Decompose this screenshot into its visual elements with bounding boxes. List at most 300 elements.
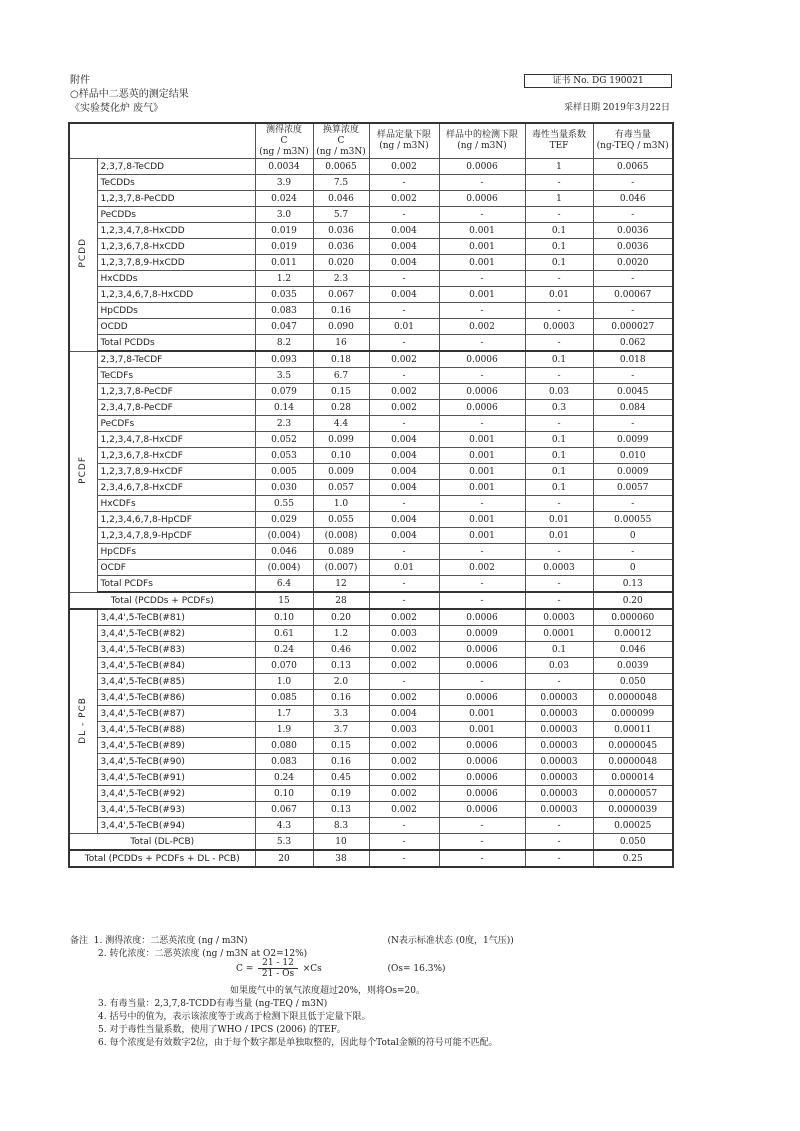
cell-cs: 12 [313, 576, 369, 593]
cell-c: 0.55 [255, 496, 313, 512]
formula-fraction: $\frac{21 - 12}{21 - Os}$ [258, 958, 298, 979]
table-row [69, 544, 673, 560]
table-row [69, 560, 673, 576]
cell-tef: - [525, 592, 593, 609]
document-title: ○样品中二恶英的测定结果 [70, 89, 189, 100]
cell-q: - [369, 207, 439, 223]
cell-c: 0.052 [255, 432, 313, 448]
conversion-formula: C = $\frac{21 - 12}{21 - Os}$ ×Cs (Os= 16.3%) [236, 958, 446, 979]
cell-tef: - [525, 834, 593, 851]
compound-name: 1,2,3,4,7,8,9-HpCDF [97, 528, 255, 544]
cell-q: 0.004 [369, 528, 439, 544]
cell-teq: 0 [593, 560, 673, 576]
cell-q: 0.01 [369, 560, 439, 576]
cell-c: 0.14 [255, 400, 313, 416]
cell-q: - [369, 834, 439, 851]
cell-c: (0.004) [255, 528, 313, 544]
cell-tef: 0.03 [525, 658, 593, 674]
cell-cs: 0.10 [313, 448, 369, 464]
group-label-dl-pcb: DL - PCB [69, 609, 97, 834]
cell-d: 0.001 [439, 480, 525, 496]
table-row [69, 271, 673, 287]
cell-c: 8.2 [255, 335, 313, 352]
cell-q: 0.002 [369, 658, 439, 674]
cell-tef: 0.1 [525, 448, 593, 464]
cell-cs: 16 [313, 335, 369, 352]
cell-c: 0.035 [255, 287, 313, 303]
group-label-pcdf: PCDF [69, 351, 97, 592]
cell-tef: - [525, 544, 593, 560]
cell-teq: 0.0039 [593, 658, 673, 674]
cell-tef: - [525, 850, 593, 867]
compound-name: 3,4,4',5-TeCB(#88) [97, 722, 255, 738]
cell-q: - [369, 335, 439, 352]
cell-teq: 0.000027 [593, 319, 673, 335]
cell-tef: 0.01 [525, 512, 593, 528]
table-row [69, 722, 673, 738]
note-2: 2. 转化浓度：二恶英浓度 (ng / m3N at O2=12%) [98, 949, 308, 959]
cell-q: 0.002 [369, 802, 439, 818]
cell-teq: 0.00012 [593, 626, 673, 642]
cell-cs: 2.0 [313, 674, 369, 690]
compound-name: 3,4,4',5-TeCB(#92) [97, 786, 255, 802]
table-row [69, 706, 673, 722]
cell-d: - [439, 335, 525, 352]
note-1-standard: (N表示标准状态 (0度，1气压)) [387, 936, 514, 946]
cell-tef: 0.1 [525, 432, 593, 448]
compound-name: Total PCDDs [97, 335, 255, 352]
table-row [69, 416, 673, 432]
cell-q: - [369, 850, 439, 867]
cell-d: - [439, 496, 525, 512]
cell-cs: 0.089 [313, 544, 369, 560]
cell-q: 0.004 [369, 512, 439, 528]
cell-tef: 0.0003 [525, 560, 593, 576]
cell-q: 0.004 [369, 706, 439, 722]
header-quant-limit: 样品定量下限 (ng / m3N) [369, 123, 439, 159]
cell-q: 0.004 [369, 287, 439, 303]
cell-tef: 1 [525, 191, 593, 207]
table-row [69, 674, 673, 690]
table-row [69, 770, 673, 786]
cell-cs: 0.16 [313, 754, 369, 770]
cell-d: 0.0006 [439, 191, 525, 207]
cell-cs: 2.3 [313, 271, 369, 287]
cell-q: 0.002 [369, 609, 439, 626]
cell-d: 0.0006 [439, 770, 525, 786]
cell-teq: 0.0009 [593, 464, 673, 480]
cell-teq: 0.0057 [593, 480, 673, 496]
compound-name: TeCDDs [97, 175, 255, 191]
table-header-row [69, 123, 673, 159]
cell-d: - [439, 576, 525, 593]
cell-d: 0.0006 [439, 738, 525, 754]
cell-d: 0.001 [439, 706, 525, 722]
cell-tef: 0.00003 [525, 722, 593, 738]
cell-q: - [369, 576, 439, 593]
cell-c: 1.9 [255, 722, 313, 738]
cell-q: 0.002 [369, 770, 439, 786]
table-row [69, 207, 673, 223]
compound-name: PeCDFs [97, 416, 255, 432]
cell-d: 0.001 [439, 512, 525, 528]
cell-tef: - [525, 496, 593, 512]
cell-cs: 38 [313, 850, 369, 867]
cell-teq: 0.046 [593, 642, 673, 658]
group-label-pcdd: PCDD [69, 159, 97, 352]
cell-tef: 1 [525, 159, 593, 175]
total-dl-pcb-row-label: Total (DL-PCB) [69, 834, 255, 851]
cell-c: 0.085 [255, 690, 313, 706]
cell-c: 3.9 [255, 175, 313, 191]
compound-name: 3,4,4',5-TeCB(#83) [97, 642, 255, 658]
cell-cs: 0.009 [313, 464, 369, 480]
compound-name: HpCDDs [97, 303, 255, 319]
cell-teq: 0.00067 [593, 287, 673, 303]
cell-q: - [369, 175, 439, 191]
cell-c: 0.011 [255, 255, 313, 271]
cell-d: 0.0006 [439, 351, 525, 368]
cell-c: 0.024 [255, 191, 313, 207]
table-row [69, 690, 673, 706]
cell-d: - [439, 592, 525, 609]
cell-d: - [439, 271, 525, 287]
table-row [69, 609, 673, 626]
cell-cs: 0.036 [313, 223, 369, 239]
cell-q: 0.003 [369, 626, 439, 642]
cell-teq: 0.0020 [593, 255, 673, 271]
cell-cs: 0.036 [313, 239, 369, 255]
cell-d: 0.001 [439, 722, 525, 738]
table-row [69, 626, 673, 642]
cell-d: 0.0006 [439, 400, 525, 416]
cell-teq: 0.050 [593, 834, 673, 851]
cell-cs: 0.099 [313, 432, 369, 448]
table-row [69, 159, 673, 175]
cell-q: 0.002 [369, 754, 439, 770]
grand-total-row [69, 850, 673, 867]
cell-d: - [439, 818, 525, 834]
cell-c: 4.3 [255, 818, 313, 834]
cell-q: - [369, 496, 439, 512]
note-3: 3. 有毒当量：2,3,7,8-TCDD有毒当量 (ng-TEQ / m3N) [98, 999, 328, 1009]
cell-tef: 0.0001 [525, 626, 593, 642]
cell-d: 0.0006 [439, 802, 525, 818]
cell-tef: 0.0003 [525, 609, 593, 626]
table-row [69, 802, 673, 818]
cell-c: 0.10 [255, 786, 313, 802]
header-tef: 毒性当量系数 TEF [525, 123, 593, 159]
table-row [69, 191, 673, 207]
cell-teq: - [593, 496, 673, 512]
cell-q: - [369, 368, 439, 384]
cell-q: 0.004 [369, 239, 439, 255]
cell-tef: 0.03 [525, 384, 593, 400]
cell-teq: 0.00055 [593, 512, 673, 528]
table-row [69, 239, 673, 255]
cell-d: 0.0006 [439, 159, 525, 175]
cell-teq: 0.000014 [593, 770, 673, 786]
cell-cs: 0.19 [313, 786, 369, 802]
compound-name: 2,3,4,7,8-PeCDF [97, 400, 255, 416]
cell-c: 0.083 [255, 754, 313, 770]
cell-teq: - [593, 368, 673, 384]
cell-d: 0.001 [439, 448, 525, 464]
cell-c: 0.080 [255, 738, 313, 754]
table-row [69, 432, 673, 448]
cell-cs: 28 [313, 592, 369, 609]
table-row [69, 658, 673, 674]
cell-cs: 0.16 [313, 303, 369, 319]
cell-c: 0.067 [255, 802, 313, 818]
cell-cs: 0.13 [313, 802, 369, 818]
cell-cs: 0.067 [313, 287, 369, 303]
cell-c: 0.019 [255, 223, 313, 239]
table-row [69, 480, 673, 496]
cell-teq: 0 [593, 528, 673, 544]
cell-tef: 0.00003 [525, 690, 593, 706]
cell-cs: 0.15 [313, 384, 369, 400]
cell-cs: 10 [313, 834, 369, 851]
cell-teq: 0.0045 [593, 384, 673, 400]
cell-d: - [439, 207, 525, 223]
cell-q: 0.002 [369, 191, 439, 207]
cell-c: 0.053 [255, 448, 313, 464]
cell-d: 0.001 [439, 464, 525, 480]
total-dl-pcb-row [69, 834, 673, 851]
notes-section [70, 935, 710, 1050]
compound-name: 2,3,7,8-TeCDF [97, 351, 255, 368]
cell-c: 0.019 [255, 239, 313, 255]
table-row [69, 818, 673, 834]
cell-teq: - [593, 207, 673, 223]
cell-cs: 0.057 [313, 480, 369, 496]
cell-c: (0.004) [255, 560, 313, 576]
cell-c: 1.0 [255, 674, 313, 690]
cell-tef: - [525, 303, 593, 319]
cell-tef: 0.00003 [525, 706, 593, 722]
cell-tef: 0.1 [525, 223, 593, 239]
cell-teq: 0.000060 [593, 609, 673, 626]
sample-source: 《实验焚化炉 废气》 [70, 103, 164, 114]
cell-d: 0.0006 [439, 754, 525, 770]
cell-teq: 0.010 [593, 448, 673, 464]
cell-d: 0.0009 [439, 626, 525, 642]
cell-c: 15 [255, 592, 313, 609]
cell-tef: 0.0003 [525, 319, 593, 335]
cell-c: 3.0 [255, 207, 313, 223]
compound-name: HpCDFs [97, 544, 255, 560]
cell-cs: 0.45 [313, 770, 369, 786]
cell-cs: 3.7 [313, 722, 369, 738]
cell-teq: 0.050 [593, 674, 673, 690]
compound-name: 3,4,4',5-TeCB(#82) [97, 626, 255, 642]
cell-tef: - [525, 818, 593, 834]
cell-tef: - [525, 674, 593, 690]
cell-tef: 0.01 [525, 287, 593, 303]
compound-name: 1,2,3,7,8,9-HxCDF [97, 464, 255, 480]
cell-c: 3.5 [255, 368, 313, 384]
cell-c: 0.24 [255, 770, 313, 786]
compound-name: 1,2,3,4,7,8-HxCDD [97, 223, 255, 239]
compound-name: 3,4,4',5-TeCB(#90) [97, 754, 255, 770]
cell-teq: 0.0036 [593, 223, 673, 239]
cell-cs: 4.4 [313, 416, 369, 432]
table-row [69, 786, 673, 802]
cell-tef: - [525, 576, 593, 593]
cell-q: 0.004 [369, 255, 439, 271]
cell-c: 0.070 [255, 658, 313, 674]
cell-c: 0.61 [255, 626, 313, 642]
cell-q: - [369, 303, 439, 319]
cell-teq: 0.0000057 [593, 786, 673, 802]
cell-c: 0.24 [255, 642, 313, 658]
cell-cs: (0.007) [313, 560, 369, 576]
cell-teq: 0.0000045 [593, 738, 673, 754]
compound-name: OCDF [97, 560, 255, 576]
cell-q: 0.003 [369, 722, 439, 738]
cell-cs: 7.5 [313, 175, 369, 191]
cell-d: 0.001 [439, 528, 525, 544]
table-row [69, 255, 673, 271]
compound-name: 1,2,3,7,8-PeCDD [97, 191, 255, 207]
cell-tef: 0.00003 [525, 754, 593, 770]
cell-teq: - [593, 416, 673, 432]
cell-q: - [369, 544, 439, 560]
cell-q: 0.002 [369, 738, 439, 754]
cell-q: 0.002 [369, 400, 439, 416]
compound-name: Total PCDFs [97, 576, 255, 593]
table-row [69, 351, 673, 368]
compound-name: 1,2,3,6,7,8-HxCDD [97, 239, 255, 255]
cell-d: 0.002 [439, 319, 525, 335]
table-row [69, 319, 673, 335]
cell-teq: 0.20 [593, 592, 673, 609]
compound-name: HxCDDs [97, 271, 255, 287]
cell-teq: 0.00025 [593, 818, 673, 834]
cell-d: 0.0006 [439, 786, 525, 802]
table-row [69, 384, 673, 400]
cell-q: 0.004 [369, 480, 439, 496]
header-teq: 有毒当量 (ng-TEQ / m3N) [593, 123, 673, 159]
cell-teq: 0.0000048 [593, 690, 673, 706]
cell-cs: 0.046 [313, 191, 369, 207]
compound-name: 3,4,4',5-TeCB(#91) [97, 770, 255, 786]
cell-c: 0.046 [255, 544, 313, 560]
table-row [69, 368, 673, 384]
cell-d: - [439, 175, 525, 191]
note-6: 6. 每个浓度是有效数字2位，由于每个数字都是单独取整的，因此每个Total金额的符号可能不匹配。 [98, 1038, 498, 1048]
compound-name: 2,3,4,6,7,8-HxCDF [97, 480, 255, 496]
cell-c: 0.079 [255, 384, 313, 400]
cell-q: - [369, 416, 439, 432]
cell-tef: 0.1 [525, 480, 593, 496]
cell-teq: 0.046 [593, 191, 673, 207]
table-row [69, 528, 673, 544]
cell-teq: 0.25 [593, 850, 673, 867]
cell-d: - [439, 303, 525, 319]
cell-d: 0.001 [439, 432, 525, 448]
note-1: 1. 测得浓度：二恶英浓度 (ng / m3N) [93, 936, 248, 946]
cell-c: 0.047 [255, 319, 313, 335]
cell-c: 0.005 [255, 464, 313, 480]
cell-d: 0.0006 [439, 384, 525, 400]
cell-teq: - [593, 544, 673, 560]
results-table [68, 122, 674, 868]
note-5: 5. 对于毒性当量系数，使用了WHO / IPCS (2006) 的TEF。 [98, 1025, 346, 1035]
cell-d: 0.001 [439, 287, 525, 303]
cell-tef: 0.00003 [525, 786, 593, 802]
note-4: 4. 括号中的值为，表示该浓度等于或高于检测下限且低于定量下限。 [98, 1012, 371, 1022]
cell-q: - [369, 271, 439, 287]
cell-q: 0.004 [369, 432, 439, 448]
cell-q: 0.002 [369, 690, 439, 706]
notes-label: 备注 [70, 936, 89, 946]
cell-cs: 8.3 [313, 818, 369, 834]
total-pcdd-pcdf-row [69, 592, 673, 609]
cell-d: 0.002 [439, 560, 525, 576]
cell-d: - [439, 368, 525, 384]
cell-q: 0.01 [369, 319, 439, 335]
cell-c: 2.3 [255, 416, 313, 432]
compound-name: 1,2,3,7,8-PeCDF [97, 384, 255, 400]
compound-name: PeCDDs [97, 207, 255, 223]
cell-d: - [439, 834, 525, 851]
cell-c: 1.7 [255, 706, 313, 722]
cell-cs: 0.46 [313, 642, 369, 658]
cell-cs: 1.0 [313, 496, 369, 512]
cell-q: - [369, 818, 439, 834]
cell-teq: 0.0099 [593, 432, 673, 448]
grand-total-row-label: Total (PCDDs + PCDFs + DL - PCB) [69, 850, 255, 867]
cell-cs: 1.2 [313, 626, 369, 642]
compound-name: 3,4,4',5-TeCB(#81) [97, 609, 255, 626]
compound-name: 3,4,4',5-TeCB(#89) [97, 738, 255, 754]
cell-teq: 0.0000039 [593, 802, 673, 818]
sample-date: 采样日期 2019年3月22日 [564, 103, 670, 113]
cell-tef: - [525, 368, 593, 384]
table-row [69, 642, 673, 658]
cell-teq: 0.0065 [593, 159, 673, 175]
compound-name: 3,4,4',5-TeCB(#87) [97, 706, 255, 722]
table-row [69, 400, 673, 416]
cell-cs: 3.3 [313, 706, 369, 722]
cell-d: - [439, 416, 525, 432]
compound-name: 1,2,3,4,6,7,8-HpCDF [97, 512, 255, 528]
compound-name: 3,4,4',5-TeCB(#86) [97, 690, 255, 706]
cell-teq: 0.00011 [593, 722, 673, 738]
note-2-extra: 如果废气中的氧气浓度超过20%，则将Os=20。 [230, 986, 425, 996]
cell-d: - [439, 850, 525, 867]
cell-tef: 0.00003 [525, 738, 593, 754]
cell-teq: 0.062 [593, 335, 673, 352]
cell-cs: 6.7 [313, 368, 369, 384]
cell-q: 0.004 [369, 448, 439, 464]
cell-teq: 0.0000048 [593, 754, 673, 770]
cell-cs: (0.008) [313, 528, 369, 544]
cell-q: 0.002 [369, 351, 439, 368]
cell-q: 0.002 [369, 642, 439, 658]
cell-cs: 5.7 [313, 207, 369, 223]
cell-c: 5.3 [255, 834, 313, 851]
cell-cs: 0.15 [313, 738, 369, 754]
cell-tef: 0.1 [525, 642, 593, 658]
cell-c: 0.029 [255, 512, 313, 528]
compound-name: HxCDFs [97, 496, 255, 512]
cell-tef: 0.01 [525, 528, 593, 544]
cell-tef: - [525, 271, 593, 287]
cell-c: 20 [255, 850, 313, 867]
